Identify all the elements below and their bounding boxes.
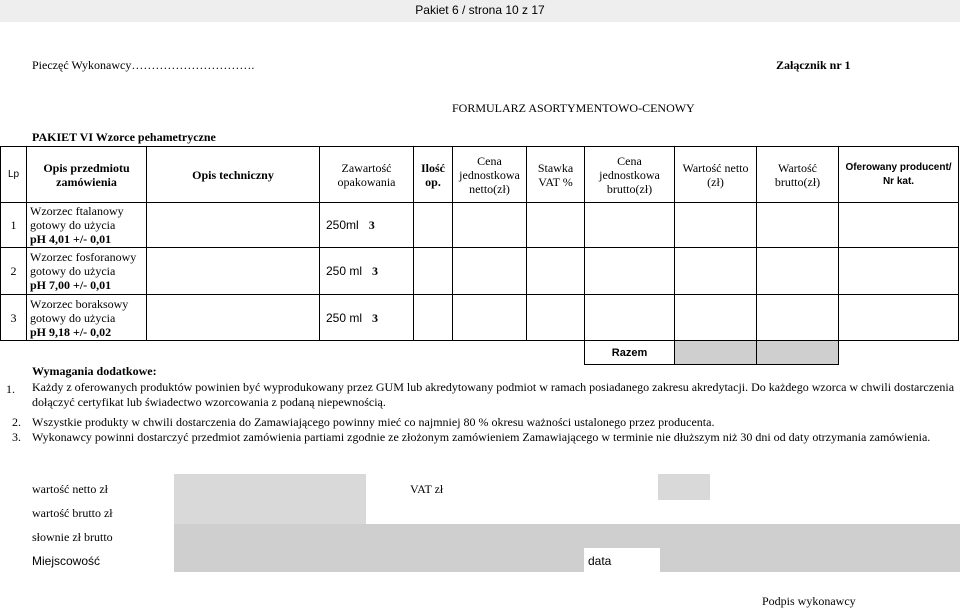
table-row [1, 203, 959, 248]
row-value-gross[interactable] [757, 248, 839, 295]
row-qty: 3 [372, 264, 379, 278]
gross-value-label: wartość brutto zł [32, 506, 113, 520]
total-label: Razem [585, 341, 675, 365]
row-producer[interactable] [839, 295, 959, 341]
row-lp: 3 [1, 295, 27, 341]
requirement-num: 2. [12, 415, 21, 429]
row-content [320, 203, 414, 248]
header-qty: Ilość op. [414, 147, 453, 203]
header-value-gross: Wartość brutto(zł) [757, 147, 839, 203]
row-unit-net[interactable] [453, 295, 527, 341]
row-qty: 3 [368, 218, 375, 232]
vat-label: VAT zł [410, 482, 444, 496]
row-technical [147, 203, 320, 248]
row-content-value: 250ml [326, 218, 359, 232]
row-lp: 2 [1, 248, 27, 295]
header-producer: Oferowany producent/ Nr kat. [839, 147, 959, 203]
row-content [320, 248, 414, 295]
row-value-net[interactable] [675, 203, 757, 248]
row-qty: 3 [372, 310, 379, 325]
row-vat[interactable] [527, 203, 585, 248]
row-value-gross[interactable] [757, 203, 839, 248]
stamp-label: Pieczęć Wykonawcy…………………………. [32, 58, 255, 72]
header-vat: Stawka VAT % [527, 147, 585, 203]
form-title: FORMULARZ ASORTYMENTOWO-CENOWY [452, 101, 695, 115]
place-field[interactable] [174, 548, 584, 572]
row-producer[interactable] [839, 203, 959, 248]
row-subject [27, 295, 147, 341]
row-subject [27, 248, 147, 295]
page-header: Pakiet 6 / strona 10 z 17 [0, 0, 960, 22]
row-name: Wzorzec boraksowy [30, 296, 129, 311]
row-vat[interactable] [527, 248, 585, 295]
row-producer[interactable] [839, 248, 959, 295]
header-unit-gross: Cena jednostkowa brutto(zł) [585, 147, 675, 203]
header-unit-net: Cena jednostkowa netto(zł) [453, 147, 527, 203]
header-lp: Lp [1, 147, 27, 203]
row-unit-gross[interactable] [585, 295, 675, 341]
net-value-field[interactable] [174, 474, 366, 500]
row-value-gross[interactable] [757, 295, 839, 341]
words-field[interactable] [174, 524, 960, 548]
requirements-title: Wymagania dodatkowe: [32, 364, 157, 378]
row-lp: 1 [1, 203, 27, 248]
net-value-label: wartość netto zł [32, 482, 108, 496]
gross-value-field[interactable] [174, 500, 366, 524]
date-label: data [588, 554, 612, 568]
row-value-net[interactable] [675, 295, 757, 341]
header-content: Zawartość opakowania [320, 147, 414, 203]
row-unit-gross[interactable] [585, 203, 675, 248]
package-title: PAKIET VI Wzorce pehametryczne [32, 130, 216, 144]
product-table [0, 146, 959, 365]
words-label: słownie zł brutto [32, 530, 113, 544]
row-unit-net[interactable] [453, 203, 527, 248]
date-field[interactable] [660, 548, 960, 572]
requirement-num: 3. [12, 430, 21, 444]
requirement-text: Wykonawcy powinni dostarczyć przedmiot zamówienia partiami zgodnie ze złożonym zamówieniem Zamawiającego w terminie nie dłuższym niż 30 dni od daty otrzymania zamówienia. [32, 430, 931, 444]
row-ph: pH 4,01 +/- 0,01 [30, 232, 112, 246]
requirement-num: 1. [6, 382, 15, 396]
place-label: Miejscowość [32, 554, 101, 568]
row-vat[interactable] [527, 295, 585, 341]
signature-label: Podpis wykonawcy [762, 594, 856, 608]
row-name: Wzorzec ftalanowy [30, 204, 124, 218]
row-unit-net[interactable] [453, 248, 527, 295]
row-name: Wzorzec fosforanowy [30, 250, 137, 264]
attachment-label: Załącznik nr 1 [776, 58, 851, 72]
header-subject: Opis przedmiotu zamówienia [27, 147, 147, 203]
total-value-gross[interactable] [757, 341, 839, 365]
row-ph: pH 9,18 +/- 0,02 [30, 324, 112, 339]
requirement-text: Każdy z oferowanych produktów powinien być wyprodukowany przez GUM lub akredytowany podmiot w ramach posiadanego zakresu akredytacji. Do każdego wzorca w chwili dostarczenia dołączyć certyfikat lub świadectwo wzorcowania z podaną niepewnością. [32, 380, 955, 409]
requirement-text: Wszystkie produkty w chwili dostarczenia do Zamawiającego powinny mieć co najmniej 80 % okresu ważności ustalonego przez producenta. [32, 415, 715, 429]
row-ph: pH 7,00 +/- 0,01 [30, 278, 112, 292]
row-qty-cell [414, 295, 453, 341]
total-row [1, 341, 959, 365]
header-value-net: Wartość netto (zł) [675, 147, 757, 203]
total-value-net[interactable] [675, 341, 757, 365]
table-row [1, 295, 959, 341]
row-qty-cell [414, 248, 453, 295]
row-value-net[interactable] [675, 248, 757, 295]
row-qty-cell [414, 203, 453, 248]
vat-field[interactable] [658, 474, 710, 500]
row-line2: gotowy do użycia [30, 310, 116, 325]
table-row [1, 248, 959, 295]
row-line2: gotowy do użycia [30, 264, 116, 278]
row-technical [147, 295, 320, 341]
header-technical: Opis techniczny [147, 147, 320, 203]
row-content-value: 250 ml [326, 264, 363, 278]
row-content [320, 295, 414, 341]
row-technical [147, 248, 320, 295]
row-subject [27, 203, 147, 248]
row-unit-gross[interactable] [585, 248, 675, 295]
row-content-value: 250 ml [326, 310, 363, 325]
row-line2: gotowy do użycia [30, 218, 116, 232]
